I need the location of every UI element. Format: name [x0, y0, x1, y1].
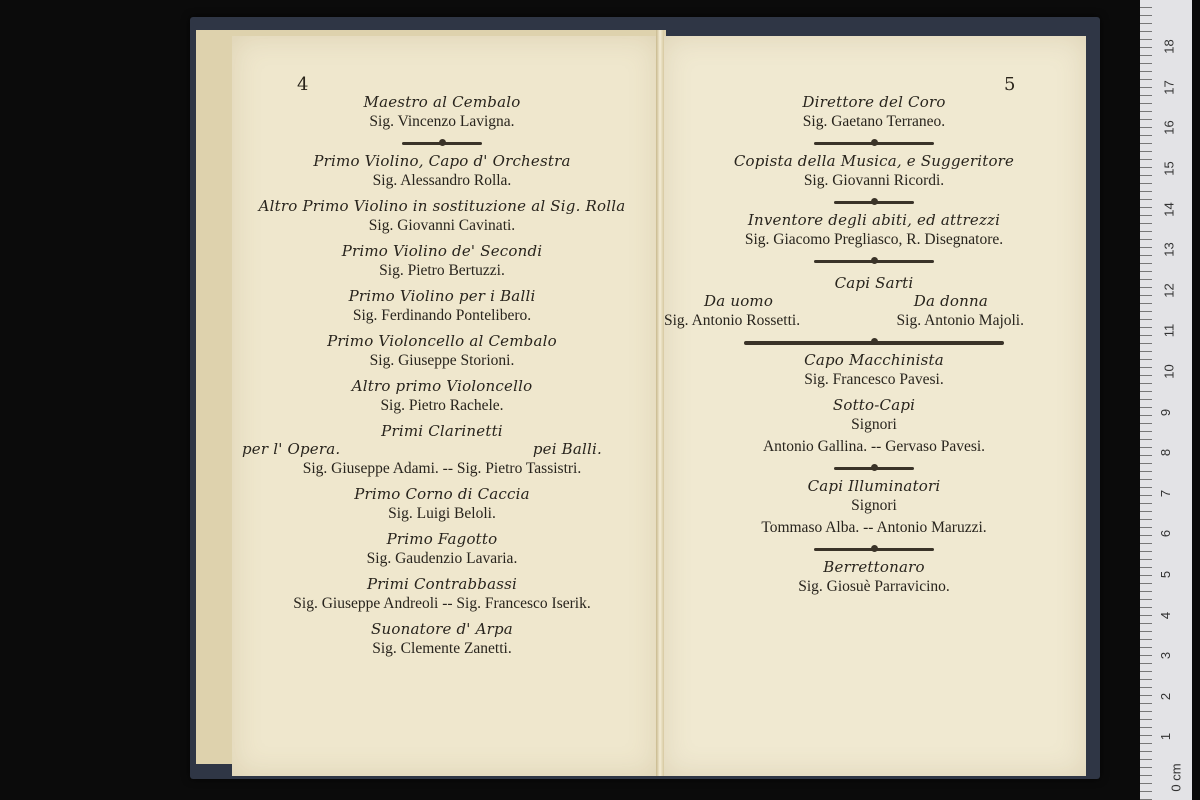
role-title: Copista della Musica, e Suggeritore	[733, 152, 1015, 170]
ornament-divider	[664, 138, 1084, 148]
ruler-number: 8	[1158, 449, 1174, 457]
role-subtitles	[232, 440, 652, 458]
ruler-number: 0 cm	[1168, 763, 1184, 792]
person-name: Sig. Vincenzo Lavigna.	[369, 113, 515, 130]
role-title: Primo Violino per i Balli	[348, 287, 536, 305]
ruler-number: 11	[1161, 324, 1177, 338]
left-page-number: 4	[297, 74, 309, 95]
role-title: Primi Contrabbassi	[366, 575, 518, 593]
ruler-number: 16	[1161, 120, 1177, 136]
person-name: Sig. Pietro Rachele.	[380, 397, 504, 414]
role-title: Primo Violino de' Secondi	[341, 242, 543, 260]
ruler-number: 12	[1161, 283, 1177, 298]
entry	[232, 485, 652, 525]
role-title: Altro Primo Violino in sostituzione al Sig. Rolla	[258, 197, 626, 215]
role-title: Capo Macchinista	[804, 351, 944, 369]
role-title: Capi Illuminatori	[807, 477, 941, 495]
person-name-right: Sig. Antonio Majoli.	[896, 312, 1024, 329]
role-title: Primo Violoncello al Cembalo	[327, 332, 557, 350]
person-name: Sig. Luigi Beloli.	[388, 505, 496, 522]
role-title: Maestro al Cembalo	[363, 93, 521, 111]
ruler-number: 4	[1158, 611, 1174, 619]
ruler-number: 2	[1158, 692, 1174, 700]
right-page-number: 5	[1004, 74, 1016, 95]
signori-label: Signori	[851, 497, 897, 514]
entry	[664, 152, 1084, 192]
ruler-number: 13	[1161, 242, 1177, 257]
person-name: Sig. Gaudenzio Lavaria.	[366, 550, 518, 567]
entry	[232, 575, 652, 615]
subtitle-balli: pei Balli.	[532, 440, 602, 458]
ruler-number: 18	[1161, 39, 1177, 54]
entry	[232, 93, 652, 133]
ornament-divider	[664, 463, 1084, 473]
person-name: Sig. Ferdinando Pontelibero.	[352, 307, 532, 324]
role-title: Primo Violino, Capo d' Orchestra	[313, 152, 571, 170]
role-title: Direttore del Coro	[802, 93, 946, 111]
person-names	[664, 310, 1084, 332]
entry	[664, 211, 1084, 251]
person-name: Sig. Clemente Zanetti.	[372, 640, 512, 657]
left-page-text	[232, 93, 652, 665]
entry	[232, 332, 652, 372]
entry	[664, 558, 1084, 598]
subtitle-uomo: Da uomo	[704, 292, 774, 310]
role-title: Primi Clarinetti	[381, 422, 503, 440]
role-title: Primo Fagotto	[386, 530, 498, 548]
role-title: Sotto-Capi	[832, 396, 916, 414]
subtitle-opera: per l' Opera.	[242, 440, 341, 458]
entry	[232, 287, 652, 327]
entry	[232, 530, 652, 570]
role-title: Altro primo Violoncello	[351, 377, 533, 395]
person-name: Sig. Alessandro Rolla.	[372, 172, 512, 189]
entry	[664, 93, 1084, 133]
entry	[664, 396, 1084, 458]
person-name: Sig. Gaetano Terraneo.	[802, 113, 946, 130]
right-page-text	[664, 93, 1084, 603]
person-name: Sig. Giuseppe Andreoli -- Sig. Francesco Iserik.	[293, 595, 591, 612]
person-name: Sig. Francesco Pavesi.	[804, 371, 944, 388]
ornament-divider	[232, 138, 652, 148]
entry	[232, 152, 652, 192]
ruler-number: 1	[1158, 733, 1174, 741]
person-names: Antonio Gallina. -- Gervaso Pavesi.	[762, 438, 986, 455]
entry	[664, 477, 1084, 539]
ruler-number: 15	[1161, 161, 1177, 176]
entry	[232, 620, 652, 660]
person-name: Sig. Giosuè Parravicino.	[798, 578, 950, 595]
person-names: Tommaso Alba. -- Antonio Maruzzi.	[761, 519, 987, 536]
entry	[664, 351, 1084, 391]
ruler-number: 5	[1158, 570, 1174, 579]
ornament-divider	[664, 256, 1084, 266]
role-title: Inventore degli abiti, ed attrezzi	[747, 211, 1001, 229]
ruler-number: 10	[1161, 364, 1177, 379]
book-spine	[656, 30, 664, 776]
person-name: Sig. Pietro Bertuzzi.	[379, 262, 505, 279]
person-name: Sig. Giovanni Cavinati.	[368, 217, 516, 234]
entry	[232, 197, 652, 237]
signori-label: Signori	[851, 416, 897, 433]
role-title: Berrettonaro	[823, 558, 925, 576]
person-name: Sig. Giovanni Ricordi.	[803, 172, 945, 189]
person-name-left: Sig. Antonio Rossetti.	[664, 312, 801, 329]
ornament-divider	[664, 337, 1084, 347]
role-title: Primo Corno di Caccia	[354, 485, 530, 503]
entry-clarinetti	[232, 422, 652, 480]
entry	[232, 377, 652, 417]
ornament-divider	[664, 544, 1084, 554]
person-names: Sig. Giuseppe Adami. -- Sig. Pietro Tassistri.	[302, 460, 582, 477]
ruler-number: 9	[1158, 408, 1174, 416]
ruler-number: 17	[1161, 80, 1177, 95]
measuring-ruler	[1140, 0, 1192, 800]
role-subtitles	[664, 292, 1084, 310]
ornament-divider	[664, 197, 1084, 207]
entry-sarti	[664, 274, 1084, 332]
entry	[232, 242, 652, 282]
ruler-number: 14	[1161, 201, 1177, 217]
ruler-number: 3	[1158, 652, 1174, 660]
role-title: Capi Sarti	[834, 274, 914, 292]
role-title: Suonatore d' Arpa	[371, 620, 513, 638]
person-name: Sig. Giuseppe Storioni.	[369, 352, 515, 369]
ruler-number: 6	[1158, 530, 1174, 538]
ruler-number: 7	[1158, 489, 1174, 497]
subtitle-donna: Da donna	[913, 292, 988, 310]
person-name: Sig. Giacomo Pregliasco, R. Disegnatore.	[744, 231, 1004, 248]
